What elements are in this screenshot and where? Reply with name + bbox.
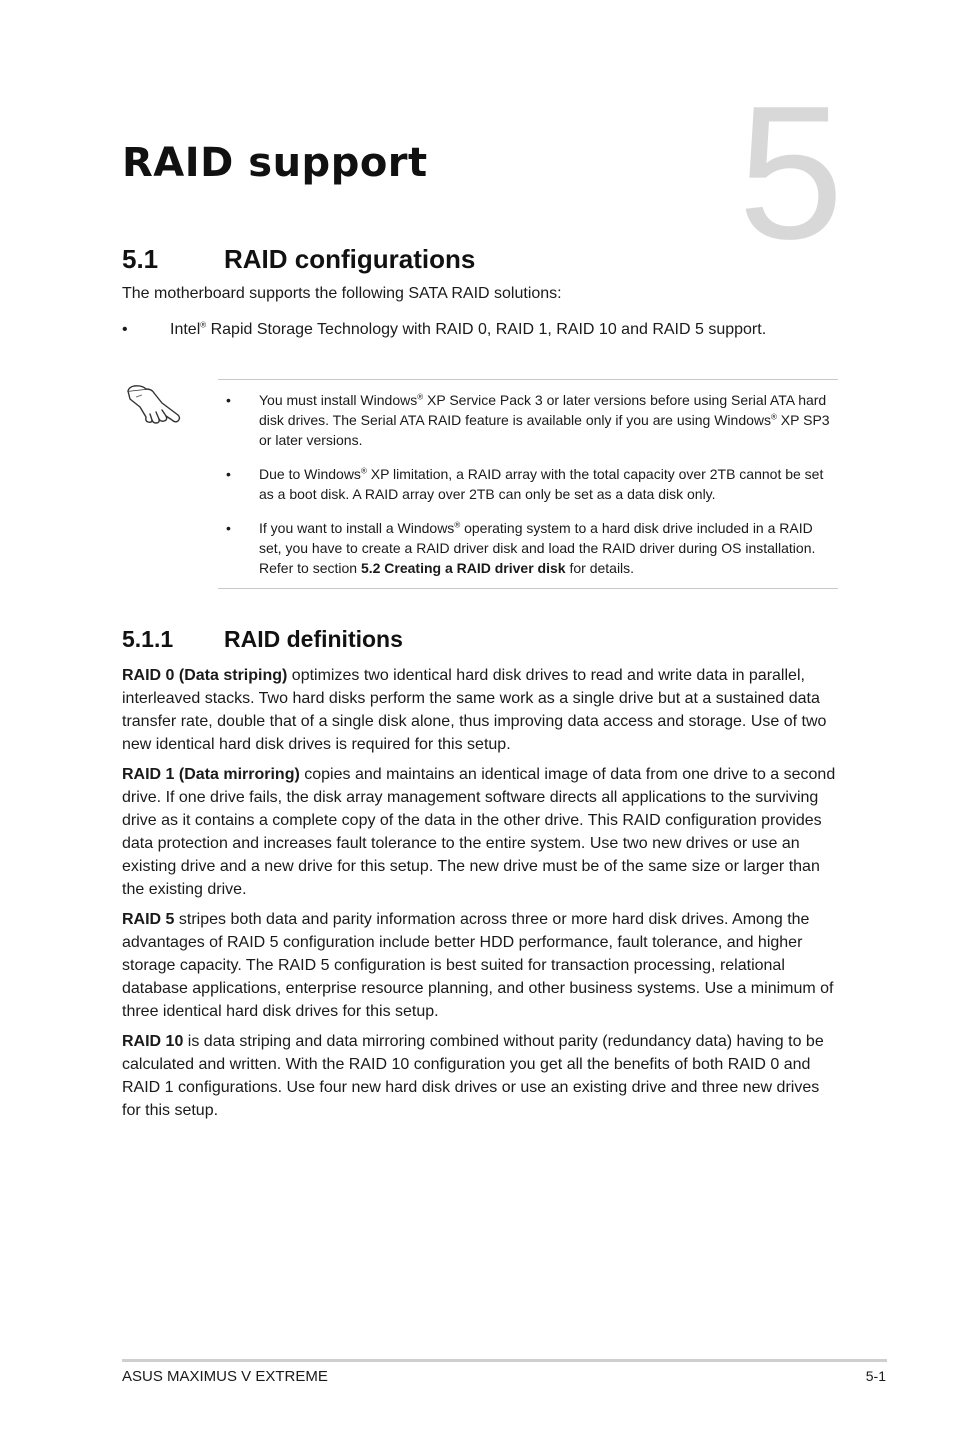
definition-raid-5: [122, 908, 842, 1023]
definition-raid-0: [122, 664, 842, 756]
chapter-number: 5: [738, 67, 844, 279]
note-box: [218, 379, 838, 589]
intro-text: The motherboard supports the following SATA RAID solutions:: [122, 285, 562, 302]
registered-mark: ®: [200, 320, 207, 330]
bullet-dot: •: [226, 520, 231, 536]
subsection-number: 5.1.1: [122, 626, 174, 652]
note-text: operating system to a hard disk drive included in a RAID set, you have to create a RAID driver disk and load the RAID driver during OS installation. Refer to section: [259, 520, 816, 576]
note-text: You must install Windows: [259, 392, 418, 408]
bullet-dot: •: [226, 392, 231, 408]
note-text: for details.: [565, 560, 635, 576]
note-item: [218, 390, 830, 450]
note-text: XP Service Pack 3 or later versions before using Serial ATA hard disk drives. The Serial ATA RAID feature is available only if you are using Windows: [259, 392, 827, 428]
raid-definitions: [122, 664, 842, 1129]
footer-product-name: ASUS MAXIMUS V EXTREME: [122, 1368, 328, 1385]
section-number: 5.1: [122, 244, 159, 274]
section-heading: [122, 244, 475, 275]
note-list: [218, 390, 830, 592]
bullet-dot: •: [122, 321, 128, 338]
bullet-text-end: Rapid Storage Technology with RAID 0, RAID 1, RAID 10 and RAID 5 support.: [206, 321, 767, 338]
raid-solution-bullet: [122, 321, 766, 339]
definition-text: is data striping and data mirroring combined without parity (redundancy data) having to be calculated and written. With the RAID 10 configuration you get all the benefits of both RAID 0 and RAID 1 configurations. Use four new hard disk drives or use an existing drive and three new drives for this setup.: [122, 1033, 824, 1119]
note-text: XP limitation, a RAID array with the total capacity over 2TB cannot be set as a boot disk. A RAID array over 2TB can only be set as a data disk only.: [259, 466, 824, 502]
bullet-text-start: Intel: [170, 321, 201, 338]
registered-mark: ®: [360, 466, 367, 476]
definition-raid-10: [122, 1030, 842, 1122]
note-item: [218, 464, 830, 504]
note-item: [218, 518, 830, 578]
bullet-dot: •: [226, 466, 231, 482]
registered-mark: ®: [454, 520, 461, 530]
note-text: If you want to install a Windows: [259, 520, 455, 536]
subsection-title: RAID definitions: [224, 626, 403, 652]
footer-divider: [122, 1359, 887, 1362]
definition-term: RAID 5: [122, 911, 175, 928]
chapter-title: RAID support: [122, 140, 428, 186]
section-title: RAID configurations: [224, 244, 476, 274]
definition-text: stripes both data and parity information across three or more hard disk drives. Among the advantages of RAID 5 configuration include better HDD performance, fault tolerance, and higher storage capacity. The RAID 5 configuration is best suited for transaction processing, relational database applications, enterprise resource planning, and other business systems. Use a minimum of three identical hard disk drives for this setup.: [122, 911, 834, 1020]
registered-mark: ®: [417, 392, 424, 402]
definition-term: RAID 0 (Data striping): [122, 667, 288, 684]
subsection-heading: [122, 626, 403, 653]
footer-page-number: 5-1: [865, 1368, 886, 1384]
section-reference: 5.2 Creating a RAID driver disk: [360, 560, 566, 576]
note-text: XP SP3 or later versions.: [259, 412, 830, 448]
registered-mark: ®: [771, 412, 777, 422]
definition-text: copies and maintains an identical image of data from one drive to a second drive. If one drive fails, the disk array management software directs all applications to the surviving drive as it contains a complete copy of the data in the other drive. This RAID configuration provides data protection and increases fault tolerance to the entire system. Use two new drives or use an existing drive and a new drive for this setup. The new drive must be of the same size or larger than the existing drive.: [122, 766, 836, 898]
definition-raid-1: [122, 763, 842, 901]
definition-term: RAID 10: [122, 1033, 184, 1050]
definition-text: optimizes two identical hard disk drives to read and write data in parallel, interleaved stacks. Two hard disks perform the same work as a single drive but at a sustained data transfer rate, double that of a single disk alone, thus improving data access and storage. Use of two new identical hard disk drives is required for this setup.: [122, 667, 827, 753]
note-text: Due to Windows: [259, 466, 361, 482]
definition-term: RAID 1 (Data mirroring): [122, 766, 300, 783]
pointing-hand-icon: [126, 381, 182, 425]
